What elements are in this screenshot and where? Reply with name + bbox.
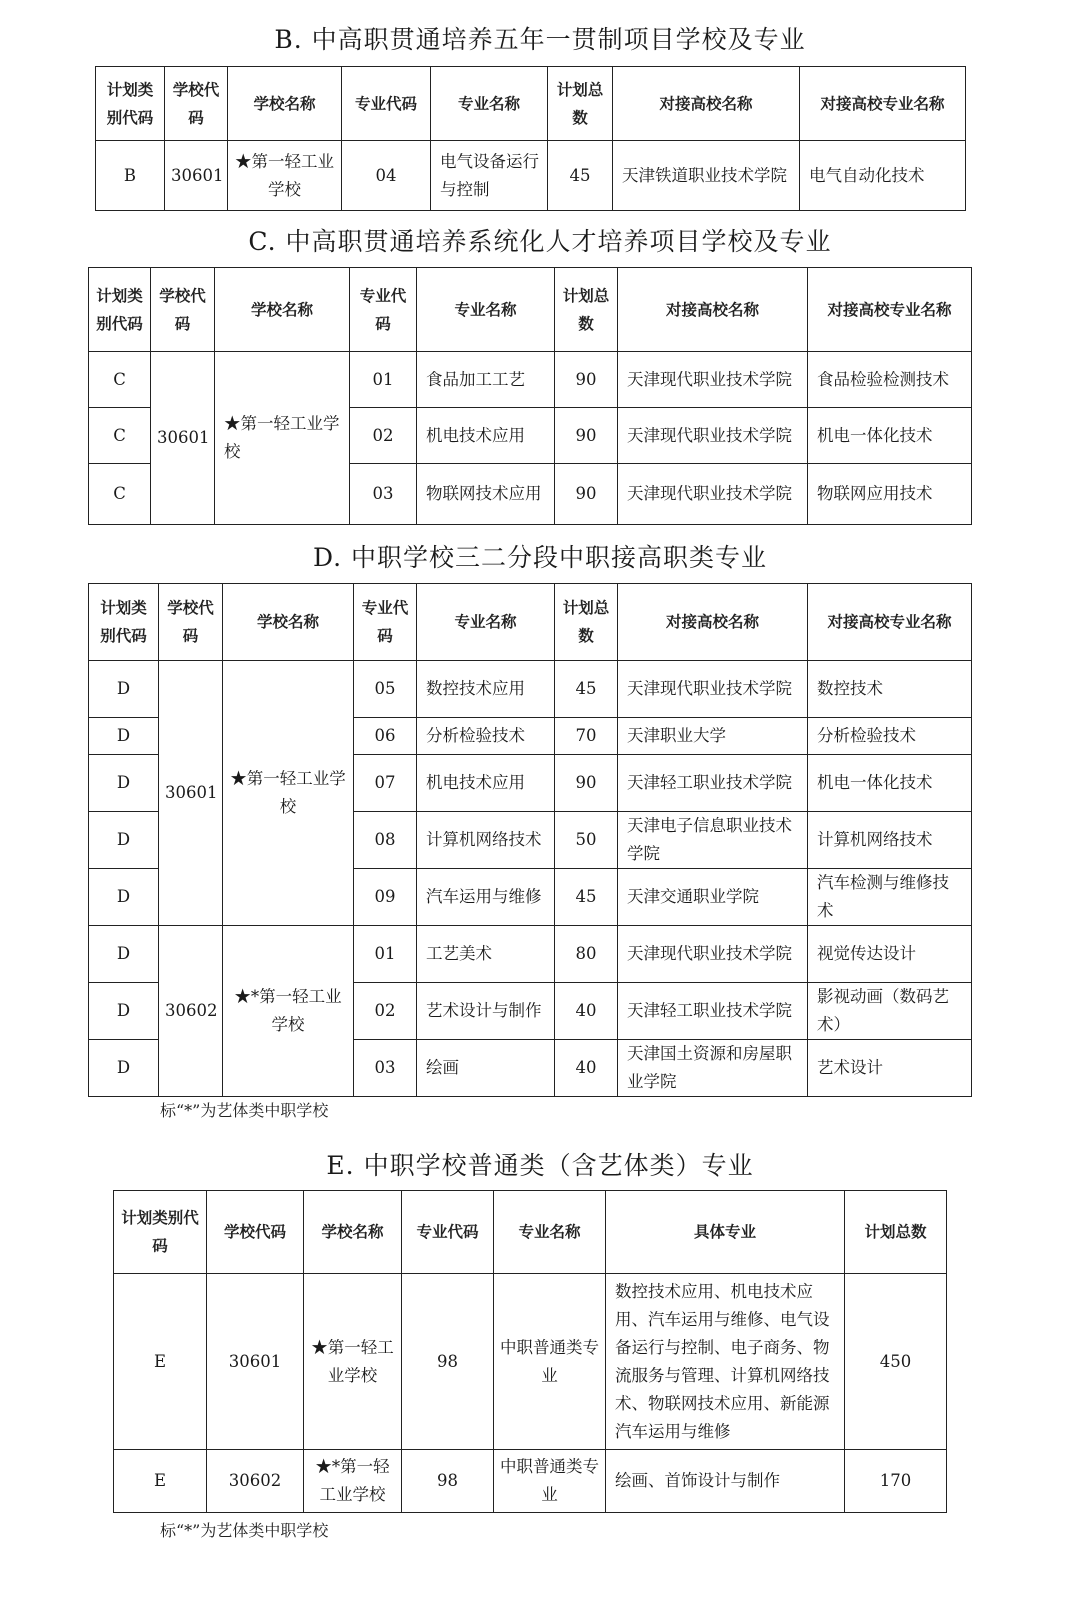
header-cell: 专业代码 xyxy=(402,1191,494,1274)
cell-major-name: 绘画 xyxy=(417,1040,555,1097)
cell-partner-major: 机电一体化技术 xyxy=(808,755,972,812)
header-cell: 对接高校名称 xyxy=(613,67,800,141)
header-cell: 学校代码 xyxy=(165,67,228,141)
cell-partner-major: 视觉传达设计 xyxy=(808,926,972,983)
cell-plan-total: 80 xyxy=(555,926,618,983)
cell-major-name: 物联网技术应用 xyxy=(417,464,555,525)
table-b xyxy=(95,66,966,211)
cell-partner-college: 天津交通职业学院 xyxy=(618,869,808,926)
cell-partner-college: 天津轻工职业技术学院 xyxy=(618,755,808,812)
section-e-note: 标“*”为艺体类中职学校 xyxy=(160,1521,329,1540)
cell-specific-majors: 数控技术应用、机电技术应用、汽车运用与维修、电气设备运行与控制、电子商务、物流服务与管理、计算机网络技术、物联网技术应用、新能源汽车运用与维修 xyxy=(606,1274,845,1450)
header-cell: 计划类别代码 xyxy=(114,1191,207,1274)
cell-major-code: 01 xyxy=(350,352,417,408)
table-c-header-row xyxy=(89,268,972,352)
cell-category: D xyxy=(89,1040,159,1097)
cell-partner-major: 汽车检测与维修技术 xyxy=(808,869,972,926)
cell-major-code: 07 xyxy=(354,755,417,812)
table-row xyxy=(89,661,972,718)
cell-category: B xyxy=(96,141,165,211)
table-row xyxy=(89,352,972,408)
table-row xyxy=(89,926,972,983)
header-cell: 学校代码 xyxy=(151,268,215,352)
cell-school-name: ★*第一轻工业学校 xyxy=(304,1450,402,1513)
cell-school-name: ★*第一轻工业学校 xyxy=(223,926,354,1097)
header-cell: 对接高校专业名称 xyxy=(808,584,972,661)
cell-partner-college: 天津现代职业技术学院 xyxy=(618,408,808,464)
header-cell: 计划类别代码 xyxy=(89,584,159,661)
header-cell: 专业名称 xyxy=(417,268,555,352)
header-cell: 计划总数 xyxy=(555,584,618,661)
header-cell: 具体专业 xyxy=(606,1191,845,1274)
table-d xyxy=(88,583,972,1097)
header-cell: 专业代码 xyxy=(354,584,417,661)
cell-plan-total: 50 xyxy=(555,812,618,869)
header-cell: 专业名称 xyxy=(494,1191,606,1274)
table-b-header-row xyxy=(96,67,966,141)
cell-major-code: 03 xyxy=(350,464,417,525)
header-cell: 计划类别代码 xyxy=(89,268,151,352)
cell-major-code: 08 xyxy=(354,812,417,869)
section-d-note: 标“*”为艺体类中职学校 xyxy=(160,1101,329,1120)
cell-category: D xyxy=(89,718,159,755)
section-d-title: D. 中职学校三二分段中职接高职类专业 xyxy=(312,543,768,572)
cell-school-code: 30602 xyxy=(159,926,223,1097)
cell-plan-total: 170 xyxy=(845,1450,947,1513)
section-e-title: E. 中职学校普通类（含艺体类）专业 xyxy=(326,1151,754,1180)
cell-major-code: 06 xyxy=(354,718,417,755)
cell-major-code: 05 xyxy=(354,661,417,718)
cell-school-name: ★第一轻工业学校 xyxy=(223,661,354,926)
cell-school-code: 30601 xyxy=(151,352,215,525)
cell-category: D xyxy=(89,661,159,718)
cell-partner-college: 天津国土资源和房屋职业学院 xyxy=(618,1040,808,1097)
cell-partner-major: 电气自动化技术 xyxy=(800,141,966,211)
cell-partner-college: 天津职业大学 xyxy=(618,718,808,755)
cell-plan-total: 90 xyxy=(555,755,618,812)
cell-major-name: 电气设备运行与控制 xyxy=(431,141,548,211)
cell-major-code: 98 xyxy=(402,1274,494,1450)
cell-category: D xyxy=(89,983,159,1040)
header-cell: 学校名称 xyxy=(304,1191,402,1274)
cell-major-name: 机电技术应用 xyxy=(417,408,555,464)
section-b-title: B. 中高职贯通培养五年一贯制项目学校及专业 xyxy=(274,25,806,54)
cell-major-name: 汽车运用与维修 xyxy=(417,869,555,926)
cell-partner-college: 天津现代职业技术学院 xyxy=(618,926,808,983)
cell-partner-college: 天津现代职业技术学院 xyxy=(618,464,808,525)
cell-school-name: ★第一轻工业学校 xyxy=(304,1274,402,1450)
cell-plan-total: 450 xyxy=(845,1274,947,1450)
header-cell: 对接高校名称 xyxy=(618,268,808,352)
cell-partner-major: 机电一体化技术 xyxy=(808,408,972,464)
table-d-header-row xyxy=(89,584,972,661)
cell-partner-major: 分析检验技术 xyxy=(808,718,972,755)
cell-plan-total: 45 xyxy=(548,141,613,211)
cell-plan-total: 45 xyxy=(555,661,618,718)
cell-partner-college: 天津轻工职业技术学院 xyxy=(618,983,808,1040)
header-cell: 学校代码 xyxy=(159,584,223,661)
table-c xyxy=(88,267,972,525)
cell-plan-total: 40 xyxy=(555,1040,618,1097)
cell-partner-college: 天津现代职业技术学院 xyxy=(618,661,808,718)
cell-category: C xyxy=(89,352,151,408)
cell-major-name: 中职普通类专业 xyxy=(494,1450,606,1513)
cell-category: E xyxy=(114,1450,207,1513)
cell-school-code: 30601 xyxy=(207,1274,304,1450)
cell-major-code: 02 xyxy=(354,983,417,1040)
cell-partner-college: 天津铁道职业技术学院 xyxy=(613,141,800,211)
cell-major-code: 04 xyxy=(342,141,431,211)
header-cell: 专业代码 xyxy=(342,67,431,141)
table-row xyxy=(114,1450,947,1513)
cell-partner-major: 食品检验检测技术 xyxy=(808,352,972,408)
cell-major-name: 数控技术应用 xyxy=(417,661,555,718)
cell-specific-majors: 绘画、首饰设计与制作 xyxy=(606,1450,845,1513)
cell-category: E xyxy=(114,1274,207,1450)
header-cell: 计划总数 xyxy=(548,67,613,141)
cell-major-code: 03 xyxy=(354,1040,417,1097)
table-e xyxy=(113,1190,947,1513)
cell-partner-college: 天津电子信息职业技术学院 xyxy=(618,812,808,869)
header-cell: 计划总数 xyxy=(845,1191,947,1274)
cell-plan-total: 70 xyxy=(555,718,618,755)
cell-major-name: 机电技术应用 xyxy=(417,755,555,812)
header-cell: 学校名称 xyxy=(223,584,354,661)
cell-plan-total: 40 xyxy=(555,983,618,1040)
header-cell: 计划类别代码 xyxy=(96,67,165,141)
cell-plan-total: 90 xyxy=(555,352,618,408)
cell-partner-major: 影视动画（数码艺术） xyxy=(808,983,972,1040)
header-cell: 专业代码 xyxy=(350,268,417,352)
cell-category: D xyxy=(89,755,159,812)
cell-school-name: ★第一轻工业学校 xyxy=(215,352,350,525)
cell-plan-total: 45 xyxy=(555,869,618,926)
cell-category: C xyxy=(89,408,151,464)
cell-school-code: 30602 xyxy=(207,1450,304,1513)
cell-major-name: 工艺美术 xyxy=(417,926,555,983)
header-cell: 专业名称 xyxy=(417,584,555,661)
cell-partner-college: 天津现代职业技术学院 xyxy=(618,352,808,408)
cell-partner-major: 物联网应用技术 xyxy=(808,464,972,525)
header-cell: 学校名称 xyxy=(215,268,350,352)
header-cell: 学校名称 xyxy=(228,67,342,141)
header-cell: 对接高校名称 xyxy=(618,584,808,661)
header-cell: 对接高校专业名称 xyxy=(800,67,966,141)
cell-plan-total: 90 xyxy=(555,464,618,525)
cell-major-name: 中职普通类专业 xyxy=(494,1274,606,1450)
cell-category: D xyxy=(89,812,159,869)
cell-category: D xyxy=(89,926,159,983)
cell-plan-total: 90 xyxy=(555,408,618,464)
cell-major-code: 01 xyxy=(354,926,417,983)
cell-major-name: 食品加工工艺 xyxy=(417,352,555,408)
header-cell: 计划总数 xyxy=(555,268,618,352)
table-row xyxy=(96,141,966,211)
cell-partner-major: 数控技术 xyxy=(808,661,972,718)
cell-category: C xyxy=(89,464,151,525)
cell-school-name: ★第一轻工业学校 xyxy=(228,141,342,211)
header-cell: 专业名称 xyxy=(431,67,548,141)
cell-major-name: 分析检验技术 xyxy=(417,718,555,755)
cell-major-code: 09 xyxy=(354,869,417,926)
header-cell: 学校代码 xyxy=(207,1191,304,1274)
cell-major-name: 计算机网络技术 xyxy=(417,812,555,869)
cell-major-code: 02 xyxy=(350,408,417,464)
header-cell: 对接高校专业名称 xyxy=(808,268,972,352)
cell-school-code: 30601 xyxy=(159,661,223,926)
table-e-header-row xyxy=(114,1191,947,1274)
cell-school-code: 30601 xyxy=(165,141,228,211)
cell-partner-major: 计算机网络技术 xyxy=(808,812,972,869)
section-c-title: C. 中高职贯通培养系统化人才培养项目学校及专业 xyxy=(248,227,832,256)
cell-major-code: 98 xyxy=(402,1450,494,1513)
cell-partner-major: 艺术设计 xyxy=(808,1040,972,1097)
cell-major-name: 艺术设计与制作 xyxy=(417,983,555,1040)
table-row xyxy=(114,1274,947,1450)
cell-category: D xyxy=(89,869,159,926)
